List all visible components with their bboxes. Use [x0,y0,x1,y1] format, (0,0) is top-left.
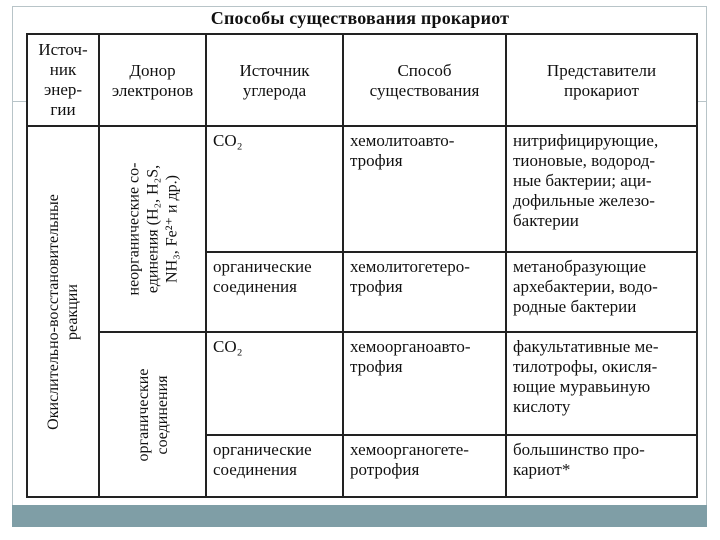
reps-cell: нитрифицирующие, тионовые, водород- ные бактерии; аци- дофильные железо- бактерии [506,126,697,252]
mode-cell: хемоорганоавто- трофия [343,332,506,435]
donor-inorganic-text: неорганические со- единения (H₂, H₂S, NH₃, Fe²⁺ и др.) [125,162,180,296]
header-electron-donor: Донор электронов [99,34,206,126]
table-row [27,126,697,252]
reps-cell: метанобразующие архебактерии, водо- родные бактерии [506,252,697,332]
carbon-cell: органические соединения [206,435,343,497]
energy-source-text: Окислительно-восстановительные реакции [45,193,81,430]
mode-cell: хемолитоавто- трофия [343,126,506,252]
carbon-cell: CO₂ [206,126,343,252]
slide-border-right [706,6,707,506]
reps-cell: факультативные ме- тилотрофы, окисля- ющие муравьиную кислоту [506,332,697,435]
slide-border-left [12,6,13,506]
table-row [27,332,697,435]
header-carbon-source: Источник углерода [206,34,343,126]
prokaryote-table [26,33,698,498]
page-title: Способы существования прокариот [210,8,510,28]
donor-inorganic-cell [99,126,206,332]
carbon-cell: CO₂ [206,332,343,435]
footer-band [12,505,707,527]
donor-organic-text: органические соединения [134,368,171,461]
energy-source-cell [27,126,99,497]
table-header-row [27,34,697,126]
carbon-cell: органические соединения [206,252,343,332]
header-mode: Способ существования [343,34,506,126]
slide-tick-left [12,101,26,102]
donor-organic-cell [99,332,206,497]
mode-cell: хемолитогетеро- трофия [343,252,506,332]
mode-cell: хемоорганогете- ротрофия [343,435,506,497]
header-energy-source: Источ- ник энер- гии [27,34,99,126]
reps-cell: большинство про- кариот* [506,435,697,497]
slide-border-top [12,6,707,7]
header-representatives: Представители прокариот [506,34,697,126]
